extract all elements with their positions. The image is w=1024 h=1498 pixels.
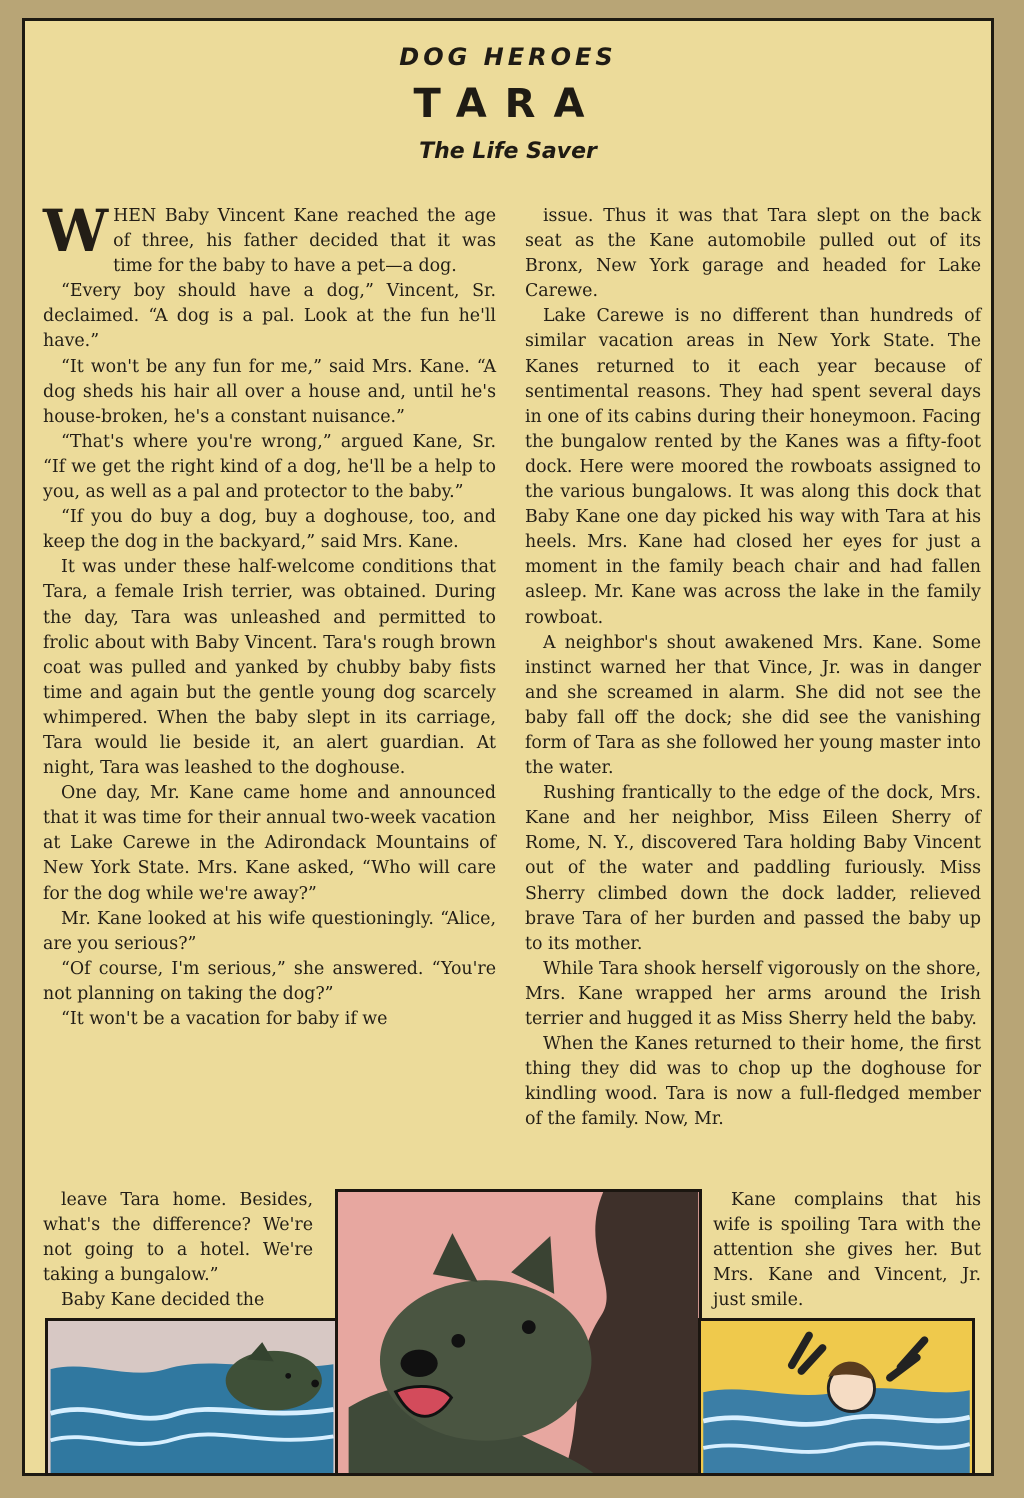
paragraph: A neighbor's shout awakened Mrs. Kane. Some instinct warned her that Vince, Jr. was in danger and she screamed in alarm. She did not see the baby fall off the dock; she did see the vanishing form of Tara as she followed her young master into the water. — [525, 632, 981, 779]
paragraph: “It won't be any fun for me,” said Mrs. Kane. “A dog sheds his hair all over a house and, until he's house-broken, he's a constant nuisance.” — [43, 356, 496, 427]
drop-cap: W — [43, 197, 109, 265]
paragraph-text: HEN Baby Vincent Kane reached the age of three, his father decided that it was time for the baby to have a pet—a dog. — [113, 206, 496, 277]
paragraph: “If you do buy a dog, buy a doghouse, too, and keep the dog in the backyard,” said Mrs. Kane. — [43, 507, 496, 553]
dog-head-icon — [226, 1351, 322, 1411]
paragraph: When the Kanes returned to their home, the first thing they did was to chop up the doghouse for kindling wood. Tara is now a full-fledged member of the family. Now, Mr. — [525, 1034, 981, 1130]
paragraph: Rushing frantically to the edge of the dock, Mrs. Kane and her neighbor, Miss Eileen Sherry of Rome, N. Y., discovered Tara holding Baby Vincent out of the water and paddling furiously. Miss Sherry climbed down the dock ladder, relieved brave Tara of her burden and passed the baby up to its mother. — [525, 783, 981, 954]
paragraph: While Tara shook herself vigorously on the shore, Mrs. Kane wrapped her arms around the Irish terrier and hugged it as Miss Sherry held the baby. — [525, 958, 981, 1029]
story-subtitle: The Life Saver — [419, 139, 597, 164]
swimming-dog-illustration — [48, 1321, 336, 1473]
left-bottom-text — [43, 1188, 313, 1313]
dog-closeup-illustration — [338, 1192, 699, 1473]
baby-in-water-panel — [698, 1318, 975, 1476]
series-title: DOG HEROES — [399, 43, 617, 71]
paragraph: “Every boy should have a dog,” Vincent, Sr. declaimed. “A dog is a pal. Look at the fun he'll have.” — [43, 281, 496, 352]
dog-closeup-panel — [335, 1189, 702, 1476]
paragraph: issue. Thus it was that Tara slept on the back seat as the Kane automobile pulled out of its Bronx, New York garage and headed for Lake Carewe. — [525, 206, 981, 302]
paragraph: “It won't be a vacation for baby if we — [61, 1009, 388, 1029]
story-title: TARA — [413, 81, 603, 127]
paragraph: It was under these half-welcome conditions that Tara, a female Irish terrier, was obtained. During the day, Tara was unleashed and permitted to frolic about with Baby Vincent. Tara's rough brown coat was pulled and yanked by chubby baby fists time and again but the gentle young dog scarcely whimpered. When the baby slept in its carriage, Tara would lie beside it, an alert guardian. At night, Tara was leashed to the doghouse. — [43, 557, 496, 779]
paragraph: “Of course, I'm serious,” she answered. “You're not planning on taking the dog?” — [43, 958, 496, 1004]
dog-eye-icon — [522, 1320, 536, 1334]
paragraph: One day, Mr. Kane came home and announced that it was time for their annual two-week vacation at Lake Carewe in the Adirondack Mountains of New York State. Mrs. Kane asked, “Who will care for the dog while we're away?” — [43, 783, 496, 904]
swimming-dog-panel — [45, 1318, 339, 1476]
paragraph: “That's where you're wrong,” argued Kane, Sr. “If we get the right kind of a dog, he'll be a help to you, as well as a pal and protector to the baby.” — [43, 431, 496, 503]
story-page — [22, 18, 994, 1476]
dog-eye-icon — [285, 1373, 291, 1379]
right-bottom-text — [713, 1188, 981, 1313]
dog-eye-icon — [451, 1334, 465, 1348]
paragraph — [43, 197, 496, 279]
baby-in-water-illustration — [701, 1321, 972, 1473]
dog-nose-icon — [311, 1380, 319, 1388]
dog-nose-icon — [401, 1350, 438, 1377]
paragraph: Lake Carewe is no different than hundreds of similar vacation areas in New York State. The Kanes returned to it each year because of sentimental reasons. They had spent several days in one of its cabins during their honeymoon. Facing the bungalow rented by the Kanes was a fifty-foot dock. Here were moored the rowboats assigned to the various bungalows. It was along this dock that Baby Kane one day picked his way with Tara at his heels. Mrs. Kane had closed her eyes for just a moment in the family beach chair and had fallen asleep. Mr. Kane was across the lake in the family rowboat. — [525, 306, 981, 628]
right-text-column — [525, 204, 981, 1132]
left-text-column — [43, 197, 496, 1032]
paragraph: Baby Kane decided the — [61, 1290, 265, 1311]
paragraph: leave Tara home. Besides, what's the difference? We're not going to a hotel. We're taking a bungalow.” — [43, 1190, 313, 1286]
paragraph: Mr. Kane looked at his wife questioningly. “Alice, are you serious?” — [43, 908, 496, 954]
paragraph: Kane complains that his wife is spoiling Tara with the attention she gives her. But Mrs. Kane and Vincent, Jr. just smile. — [713, 1190, 981, 1311]
